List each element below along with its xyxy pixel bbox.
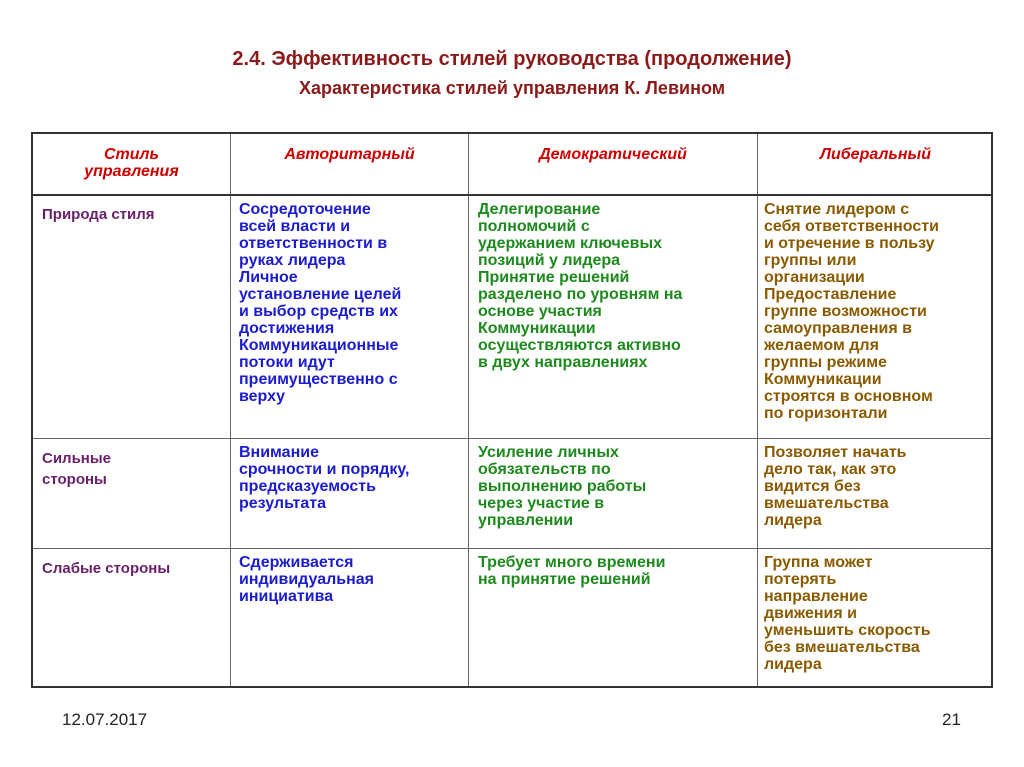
cell-strengths-authoritarian: Внимание срочности и порядку, предсказуемость результата xyxy=(239,444,410,512)
header-democratic: Демократический xyxy=(539,146,687,163)
cell-weaknesses-liberal: Группа может потерять направление движения и уменьшить скорость без вмешательства лидера xyxy=(764,554,931,673)
page-number: 21 xyxy=(942,710,961,729)
header-authoritarian: Авторитарный xyxy=(284,146,415,163)
cell-strengths-liberal: Позволяет начать дело так, как это видится без вмешательства лидера xyxy=(764,444,907,529)
leadership-styles-table xyxy=(31,132,993,688)
header-liberal: Либеральный xyxy=(820,146,931,163)
cell-weaknesses-authoritarian: Сдерживается индивидуальная инициатива xyxy=(239,554,374,605)
row-label-nature: Природа стиля xyxy=(42,206,155,223)
header-style: Стиль управления xyxy=(84,146,179,180)
cell-strengths-democratic: Усиление личных обязательств по выполнению работы через участие в управлении xyxy=(478,444,647,529)
row-label-weaknesses: Слабые стороны xyxy=(42,560,171,577)
cell-weaknesses-democratic: Требует много времени на принятие решений xyxy=(478,554,666,588)
cell-nature-democratic: Делегирование полномочий с удержанием ключевых позиций у лидера Принятие решений разделено по уровням на основе участия Коммуникации осуществляются активно в двух направлениях xyxy=(478,201,683,371)
footer-date: 12.07.2017 xyxy=(62,710,148,729)
slide-title: 2.4. Эффективность стилей руководства (продолжение) xyxy=(232,48,792,70)
cell-nature-liberal: Снятие лидером с себя ответственности и отречение в пользу группы или организации Предоставление группе возможности самоуправления в желаемом для группы режиме Коммуникации строятся в основном по горизонтали xyxy=(764,201,939,422)
row-label-strengths: Сильные стороны xyxy=(42,450,112,488)
cell-nature-authoritarian: Сосредоточение всей власти и ответственности в руках лидера Личное установление целей и выбор средств их достижения Коммуникационные потоки идут преимущественно с верху xyxy=(239,201,402,405)
slide-subtitle: Характеристика стилей управления К. Левином xyxy=(298,78,726,98)
